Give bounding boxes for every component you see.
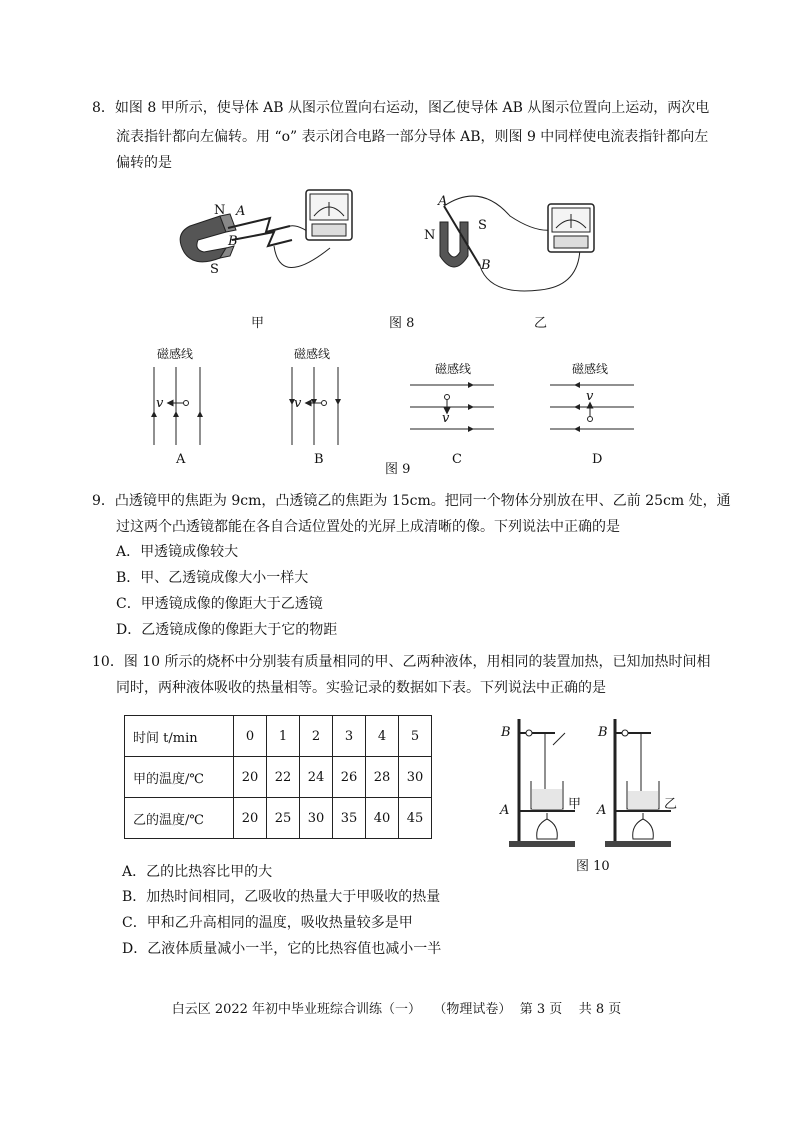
fig8-left-label-s: S <box>210 262 219 277</box>
fig9-label-c: 磁感线 <box>435 362 472 376</box>
q10-option-a: A．乙的比热容比甲的大 <box>122 864 273 880</box>
q9-option-c: C．甲透镜成像的像距大于乙透镜 <box>116 596 323 612</box>
fig8-right-label-n: N <box>424 228 436 243</box>
table-cell: 1 <box>267 716 300 757</box>
fig9-option-d: D <box>592 452 603 467</box>
figure-10 <box>495 715 678 855</box>
fig10-label-liquid-left: 甲 <box>568 797 582 812</box>
table-cell: 30 <box>300 798 333 839</box>
fig9-v-d: v <box>586 389 594 404</box>
table-cell: 20 <box>234 757 267 798</box>
fig8-left-label-b: B <box>228 234 238 249</box>
fig9-label-a: 磁感线 <box>157 347 194 361</box>
fig9-label-d: 磁感线 <box>572 362 609 376</box>
table-cell: 22 <box>267 757 300 798</box>
q10-line-1: 10．图 10 所示的烧杯中分别装有质量相同的甲、乙两种液体，用相同的装置加热，已知加热时间相 <box>92 654 711 670</box>
table-cell: 0 <box>234 716 267 757</box>
q9-option-d: D．乙透镜成像的像距大于它的物距 <box>116 622 338 638</box>
fig8-caption-right: 乙 <box>534 316 548 331</box>
fig10-label-liquid-right: 乙 <box>664 797 678 812</box>
fig10-label-b-left: B <box>501 725 511 740</box>
row-header: 甲的温度/℃ <box>125 757 234 798</box>
q10-option-b: B．加热时间相同，乙吸收的热量大于甲吸收的热量 <box>122 889 441 905</box>
table-cell: 2 <box>300 716 333 757</box>
q8-line-3: 偏转的是 <box>116 155 172 171</box>
table-cell: 26 <box>333 757 366 798</box>
fig10-caption: 图 10 <box>576 859 610 874</box>
fig9-option-c: C <box>452 452 462 467</box>
q10-option-d: D．乙液体质量减小一半，它的比热容值也减小一半 <box>122 941 442 957</box>
table-cell: 45 <box>399 798 432 839</box>
fig10-label-a-right: A <box>597 803 607 818</box>
fig8-caption-left: 甲 <box>251 316 265 331</box>
table-cell: 25 <box>267 798 300 839</box>
q8-line-2: 流表指针都向左偏转。用 “o” 表示闭合电路一部分导体 AB，则图 9 中同样使电流表指针都向左 <box>116 129 709 145</box>
q9-line-1: 9．凸透镜甲的焦距为 9cm，凸透镜乙的焦距为 15cm。把同一个物体分别放在甲、乙前 25cm 处，通 <box>92 493 731 509</box>
table-row <box>125 716 432 757</box>
fig9-v-b: v <box>294 396 302 411</box>
table-cell: 30 <box>399 757 432 798</box>
page-footer: 白云区 2022 年初中毕业班综合训练（一） （物理试卷） 第 3 页 共 8 页 <box>171 1002 622 1017</box>
fig9-v-a: v <box>156 396 164 411</box>
fig8-caption: 图 8 <box>389 316 415 331</box>
fig9-v-c: v <box>442 411 450 426</box>
table-cell: 40 <box>366 798 399 839</box>
fig8-left-label-a: A <box>236 204 246 219</box>
table-cell: 20 <box>234 798 267 839</box>
fig8-right-label-b: B <box>481 258 491 273</box>
fig10-label-b-right: B <box>598 725 608 740</box>
row-header: 乙的温度/℃ <box>125 798 234 839</box>
table-cell: 35 <box>333 798 366 839</box>
table-cell: 28 <box>366 757 399 798</box>
table-row <box>125 757 432 798</box>
q9-line-2: 过这两个凸透镜都能在各自合适位置处的光屏上成清晰的像。下列说法中正确的是 <box>116 519 620 535</box>
q9-option-a: A．甲透镜成像较大 <box>116 544 239 560</box>
fig9-label-b: 磁感线 <box>294 347 331 361</box>
fig8-right-label-a: A <box>438 194 448 209</box>
fig10-label-a-left: A <box>500 803 510 818</box>
fig9-caption: 图 9 <box>385 462 411 477</box>
data-table <box>124 715 432 839</box>
table-cell: 5 <box>399 716 432 757</box>
q10-option-c: C．甲和乙升高相同的温度，吸收热量较多是甲 <box>122 915 413 931</box>
q8-line-1: 8．如图 8 甲所示，使导体 AB 从图示位置向右运动，图乙使导体 AB 从图示位置向上运动，两次电 <box>92 100 710 116</box>
fig8-right-label-s: S <box>478 218 487 233</box>
table-cell: 4 <box>366 716 399 757</box>
table-row <box>125 798 432 839</box>
q9-option-b: B．甲、乙透镜成像大小一样大 <box>116 570 309 586</box>
table-cell: 3 <box>333 716 366 757</box>
q10-line-2: 同时，两种液体吸收的热量相等。实验记录的数据如下表。下列说法中正确的是 <box>116 680 606 696</box>
row-header: 时间 t/min <box>125 716 234 757</box>
fig9-option-b: B <box>314 452 324 467</box>
fig9-option-a: A <box>176 452 186 467</box>
figure-9 <box>140 365 660 455</box>
figure-8-left <box>170 188 360 288</box>
fig8-left-label-n: N <box>214 203 226 218</box>
table-cell: 24 <box>300 757 333 798</box>
